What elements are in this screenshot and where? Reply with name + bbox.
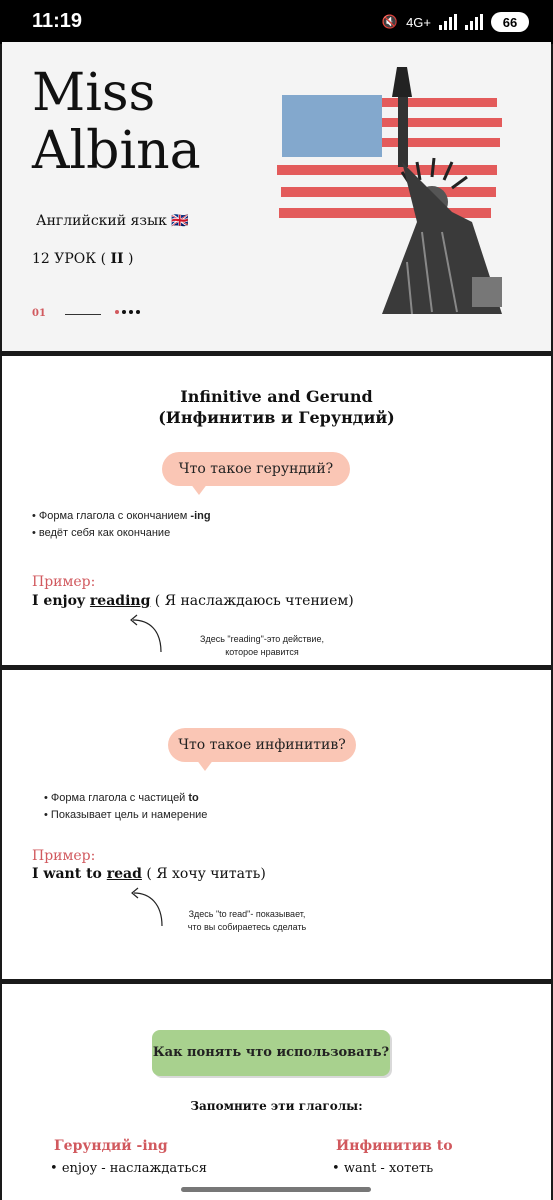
slide-title[interactable] [2, 42, 551, 351]
question-bubble-infinitive: Что такое инфинитив? [168, 728, 356, 762]
page-divider [65, 314, 101, 315]
remember-heading: Запомните эти глаголы: [190, 1099, 363, 1113]
statue-of-liberty-illustration [362, 62, 512, 314]
mute-icon: 🔇 [381, 14, 399, 29]
lesson-number: II [110, 251, 124, 267]
lesson-label [32, 251, 134, 267]
subject-text: Английский язык [36, 213, 167, 229]
example-note: Здесь "to read"- показывает, что вы собираетесь сделать [187, 909, 307, 932]
clock: 11:19 [32, 10, 83, 32]
question-box-usage: Как понять что использовать? [152, 1030, 390, 1076]
highlighted-word: reading [89, 593, 151, 609]
page-number: 01 [32, 308, 46, 319]
slide-infinitive[interactable] [2, 670, 551, 979]
example-label: Пример: [32, 574, 96, 590]
subject-label [36, 213, 189, 229]
example-label: Пример: [32, 848, 96, 864]
list-item: • Форма глагола с окончанием -ing [32, 508, 211, 525]
lesson-suffix: ) [128, 251, 134, 267]
slide-heading [2, 386, 551, 428]
list-item: • want - хотеть [332, 1161, 434, 1176]
heading-line-1: Infinitive and Gerund [180, 387, 373, 406]
list-item: • ведёт себя как окончание [32, 525, 211, 542]
presentation-title [32, 64, 292, 180]
infinitive-column-heading: Инфинитив to [336, 1138, 453, 1154]
list-item: • Форма глагола с частицей to [44, 790, 207, 807]
example-note: Здесь "reading"-это действие, которое нравится [200, 634, 324, 657]
gerund-column-heading: Герундий -ing [54, 1138, 168, 1154]
question-bubble-gerund: Что такое герундий? [162, 452, 350, 486]
progress-dots [115, 310, 140, 314]
list-item: • enjoy - наслаждаться [50, 1161, 207, 1176]
title-line-1: Miss [32, 63, 156, 123]
example-sentence: I want to read ( Я хочу читать) [32, 866, 266, 882]
curved-arrow-icon [127, 612, 167, 654]
heading-line-2: (Инфинитив и Герундий) [158, 408, 395, 427]
highlighted-word: read [106, 866, 142, 882]
definition-list [44, 790, 207, 824]
signal-icon-2 [465, 14, 483, 30]
definition-list [32, 508, 211, 542]
battery-icon: 66 [491, 12, 529, 32]
status-icons [382, 12, 529, 32]
signal-icon [439, 14, 457, 30]
slide-gerund[interactable] [2, 356, 551, 665]
lesson-prefix: 12 УРОК ( [32, 251, 107, 267]
example-sentence: I enjoy reading ( Я наслаждаюсь чтением) [32, 593, 354, 609]
list-item: • Показывает цель и намерение [44, 807, 207, 824]
network-type: 4G+ [406, 14, 431, 30]
slide-usage[interactable] [2, 984, 551, 1200]
title-line-2: Albina [32, 121, 201, 181]
status-bar [0, 0, 553, 44]
uk-flag-icon: 🇬🇧 [171, 213, 189, 229]
home-indicator[interactable] [181, 1187, 371, 1192]
